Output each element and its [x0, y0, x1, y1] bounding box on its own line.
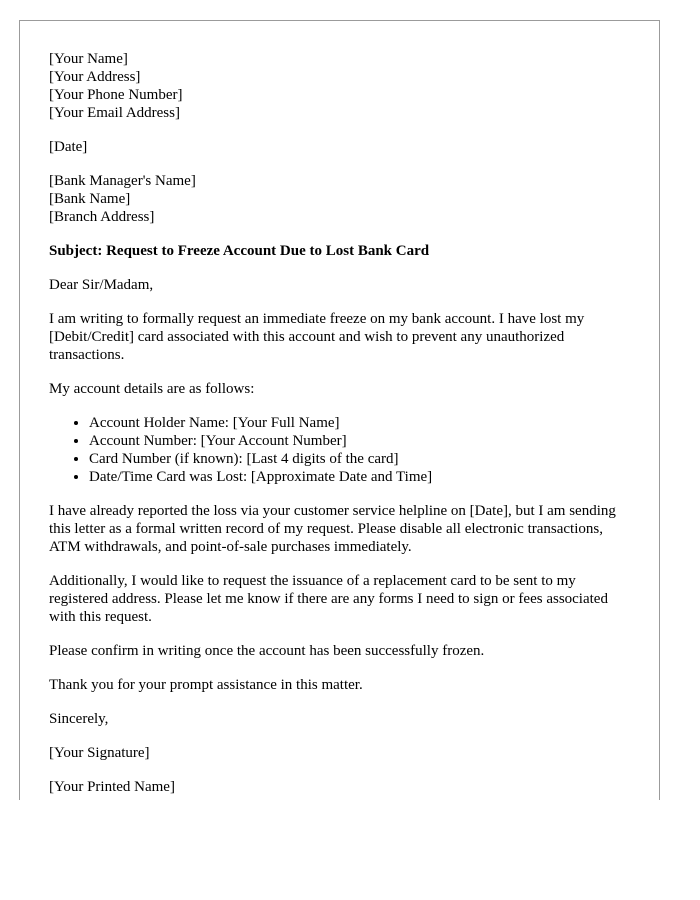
recipient-bank: [Bank Name] [49, 191, 131, 207]
sender-address: [Your Address] [49, 69, 141, 85]
signature-placeholder: [Your Signature] [49, 745, 150, 761]
sender-phone: [Your Phone Number] [49, 87, 183, 103]
recipient-branch: [Branch Address] [49, 209, 155, 225]
account-details-list [49, 414, 629, 486]
recipient-manager: [Bank Manager's Name] [49, 173, 196, 189]
paragraph-confirm: Please confirm in writing once the account has been successfully frozen. [49, 643, 485, 659]
paragraph-details-intro: My account details are as follows: [49, 381, 255, 397]
sender-name: [Your Name] [49, 51, 128, 67]
letter-subject: Subject: Request to Freeze Account Due to Lost Bank Card [49, 243, 430, 259]
sender-block [49, 50, 629, 122]
paragraph-thanks: Thank you for your prompt assistance in this matter. [49, 677, 363, 693]
list-item: • Account Holder Name: [Your Full Name] [89, 414, 629, 432]
sign-off: Sincerely, [49, 711, 109, 727]
salutation: Dear Sir/Madam, [49, 277, 154, 293]
recipient-block [49, 172, 629, 226]
paragraph-intro: I am writing to formally request an immediate freeze on my bank account. I have lost my [Debit/Credit] card associated with this account and wish to prevent any unauthorized transactions. [49, 311, 585, 363]
paragraph-replacement: Additionally, I would like to request the issuance of a replacement card to be sent to my registered address. Please let me know if there are any forms I need to sign or fees associated with this request. [49, 573, 608, 625]
list-item: • Card Number (if known): [Last 4 digits of the card] [89, 450, 629, 468]
paragraph-reported: I have already reported the loss via your customer service helpline on [Date], but I am sending this letter as a formal written record of my request. Please disable all electronic transactions, ATM withdrawals, and point-of-sale purchases immediately. [49, 503, 616, 555]
letter-page [19, 20, 660, 800]
letter-date: [Date] [49, 139, 88, 155]
printed-name-placeholder: [Your Printed Name] [49, 779, 175, 795]
sender-email: [Your Email Address] [49, 105, 180, 121]
list-item: • Date/Time Card was Lost: [Approximate Date and Time] [89, 468, 629, 486]
list-item: • Account Number: [Your Account Number] [89, 432, 629, 450]
